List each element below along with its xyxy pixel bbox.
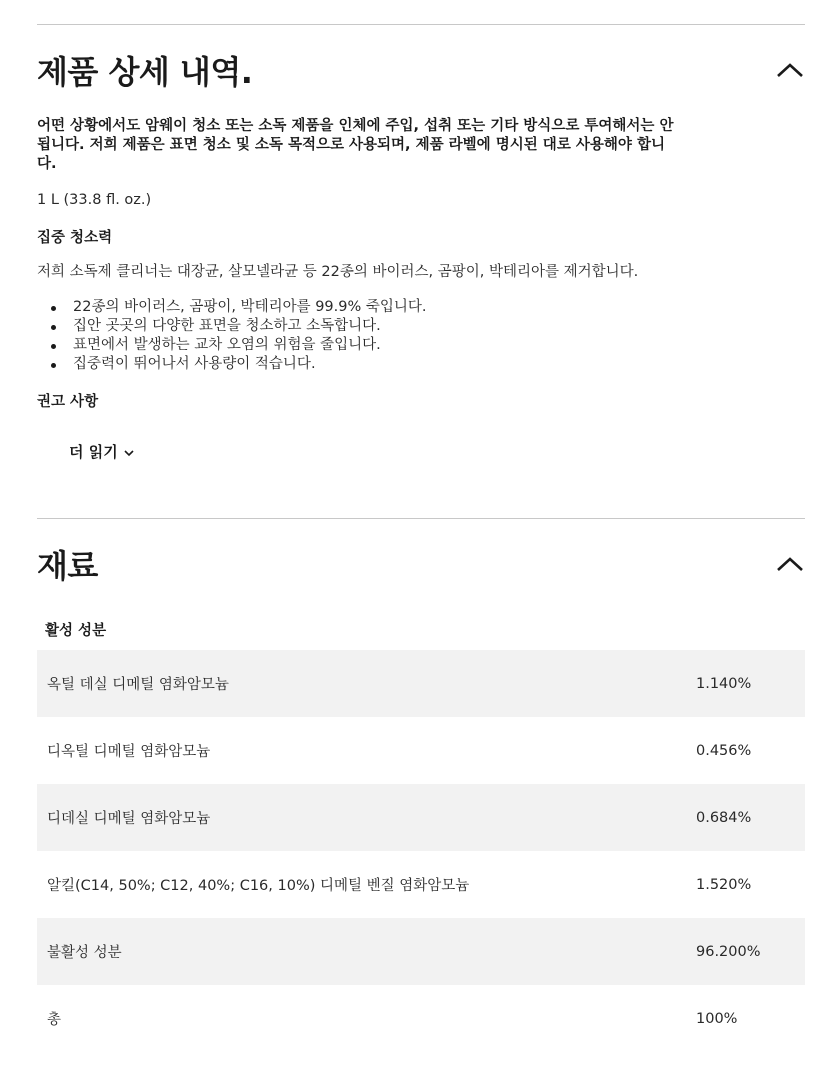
list-item: 집중력이 뛰어나서 사용량이 적습니다. — [51, 355, 805, 374]
feature-list — [37, 298, 805, 374]
active-ingredients-label: 활성 성분 — [45, 623, 107, 639]
ingredient-percent: 96.200% — [696, 943, 761, 960]
list-item: 집안 곳곳의 다양한 표면을 청소하고 소독합니다. — [51, 317, 805, 336]
ingredient-percent: 1.520% — [696, 876, 752, 893]
table-row — [37, 717, 805, 784]
chevron-up-icon[interactable] — [775, 549, 805, 579]
table-row — [37, 985, 805, 1052]
ingredient-name: 옥틸 데실 디메틸 염화암모늄 — [47, 677, 229, 693]
ingredient-percent: 0.456% — [696, 742, 752, 759]
ingredient-name: 불활성 성분 — [47, 945, 122, 961]
details-title: 제품 상세 내역. — [37, 53, 253, 91]
ingredients-header[interactable] — [37, 541, 805, 587]
table-row — [37, 851, 805, 918]
table-row — [37, 784, 805, 851]
ingredient-name: 디데실 디메틸 염화암모늄 — [47, 811, 211, 827]
ingredient-percent: 100% — [696, 1010, 738, 1027]
ingredients-table — [37, 650, 805, 1052]
ingredient-percent: 0.684% — [696, 809, 752, 826]
feature-heading: 집중 청소력 — [37, 230, 113, 246]
product-size: 1 L (33.8 fl. oz.) — [37, 192, 152, 208]
section-divider — [37, 518, 805, 519]
top-divider — [37, 24, 805, 25]
recommend-heading: 권고 사항 — [37, 394, 99, 410]
page — [0, 24, 833, 1067]
safety-warning: 어떤 상황에서도 암웨이 청소 또는 소독 제품을 인체에 주입, 섭취 또는 기타 방식으로 투여해서는 안 됩니다. 저희 제품은 표면 청소 및 소독 목적으로 사용되며, 제품 라벨에 명시된 대로 사용해야 합니다. — [37, 118, 674, 172]
table-row — [37, 650, 805, 717]
chevron-down-icon — [124, 443, 134, 461]
chevron-up-icon[interactable] — [775, 55, 805, 85]
details-header[interactable] — [37, 47, 805, 93]
ingredient-percent: 1.140% — [696, 675, 752, 692]
list-item: 22종의 바이러스, 곰팡이, 박테리아를 99.9% 죽입니다. — [51, 298, 805, 317]
read-more-button[interactable] — [69, 441, 134, 462]
ingredient-name: 디옥틸 디메틸 염화암모늄 — [47, 744, 211, 760]
ingredient-name: 알킬(C14, 50%; C12, 40%; C16, 10%) 디메틸 벤질 염화암모늄 — [47, 878, 470, 894]
ingredients-title: 재료 — [37, 547, 98, 585]
product-description: 저희 소독제 클리너는 대장균, 살모넬라균 등 22종의 바이러스, 곰팡이, 박테리아를 제거합니다. — [37, 264, 639, 280]
list-item: 표면에서 발생하는 교차 오염의 위험을 줄입니다. — [51, 336, 805, 355]
ingredient-name: 총 — [47, 1012, 62, 1028]
table-row — [37, 918, 805, 985]
read-more-label: 더 읽기 — [69, 443, 118, 461]
